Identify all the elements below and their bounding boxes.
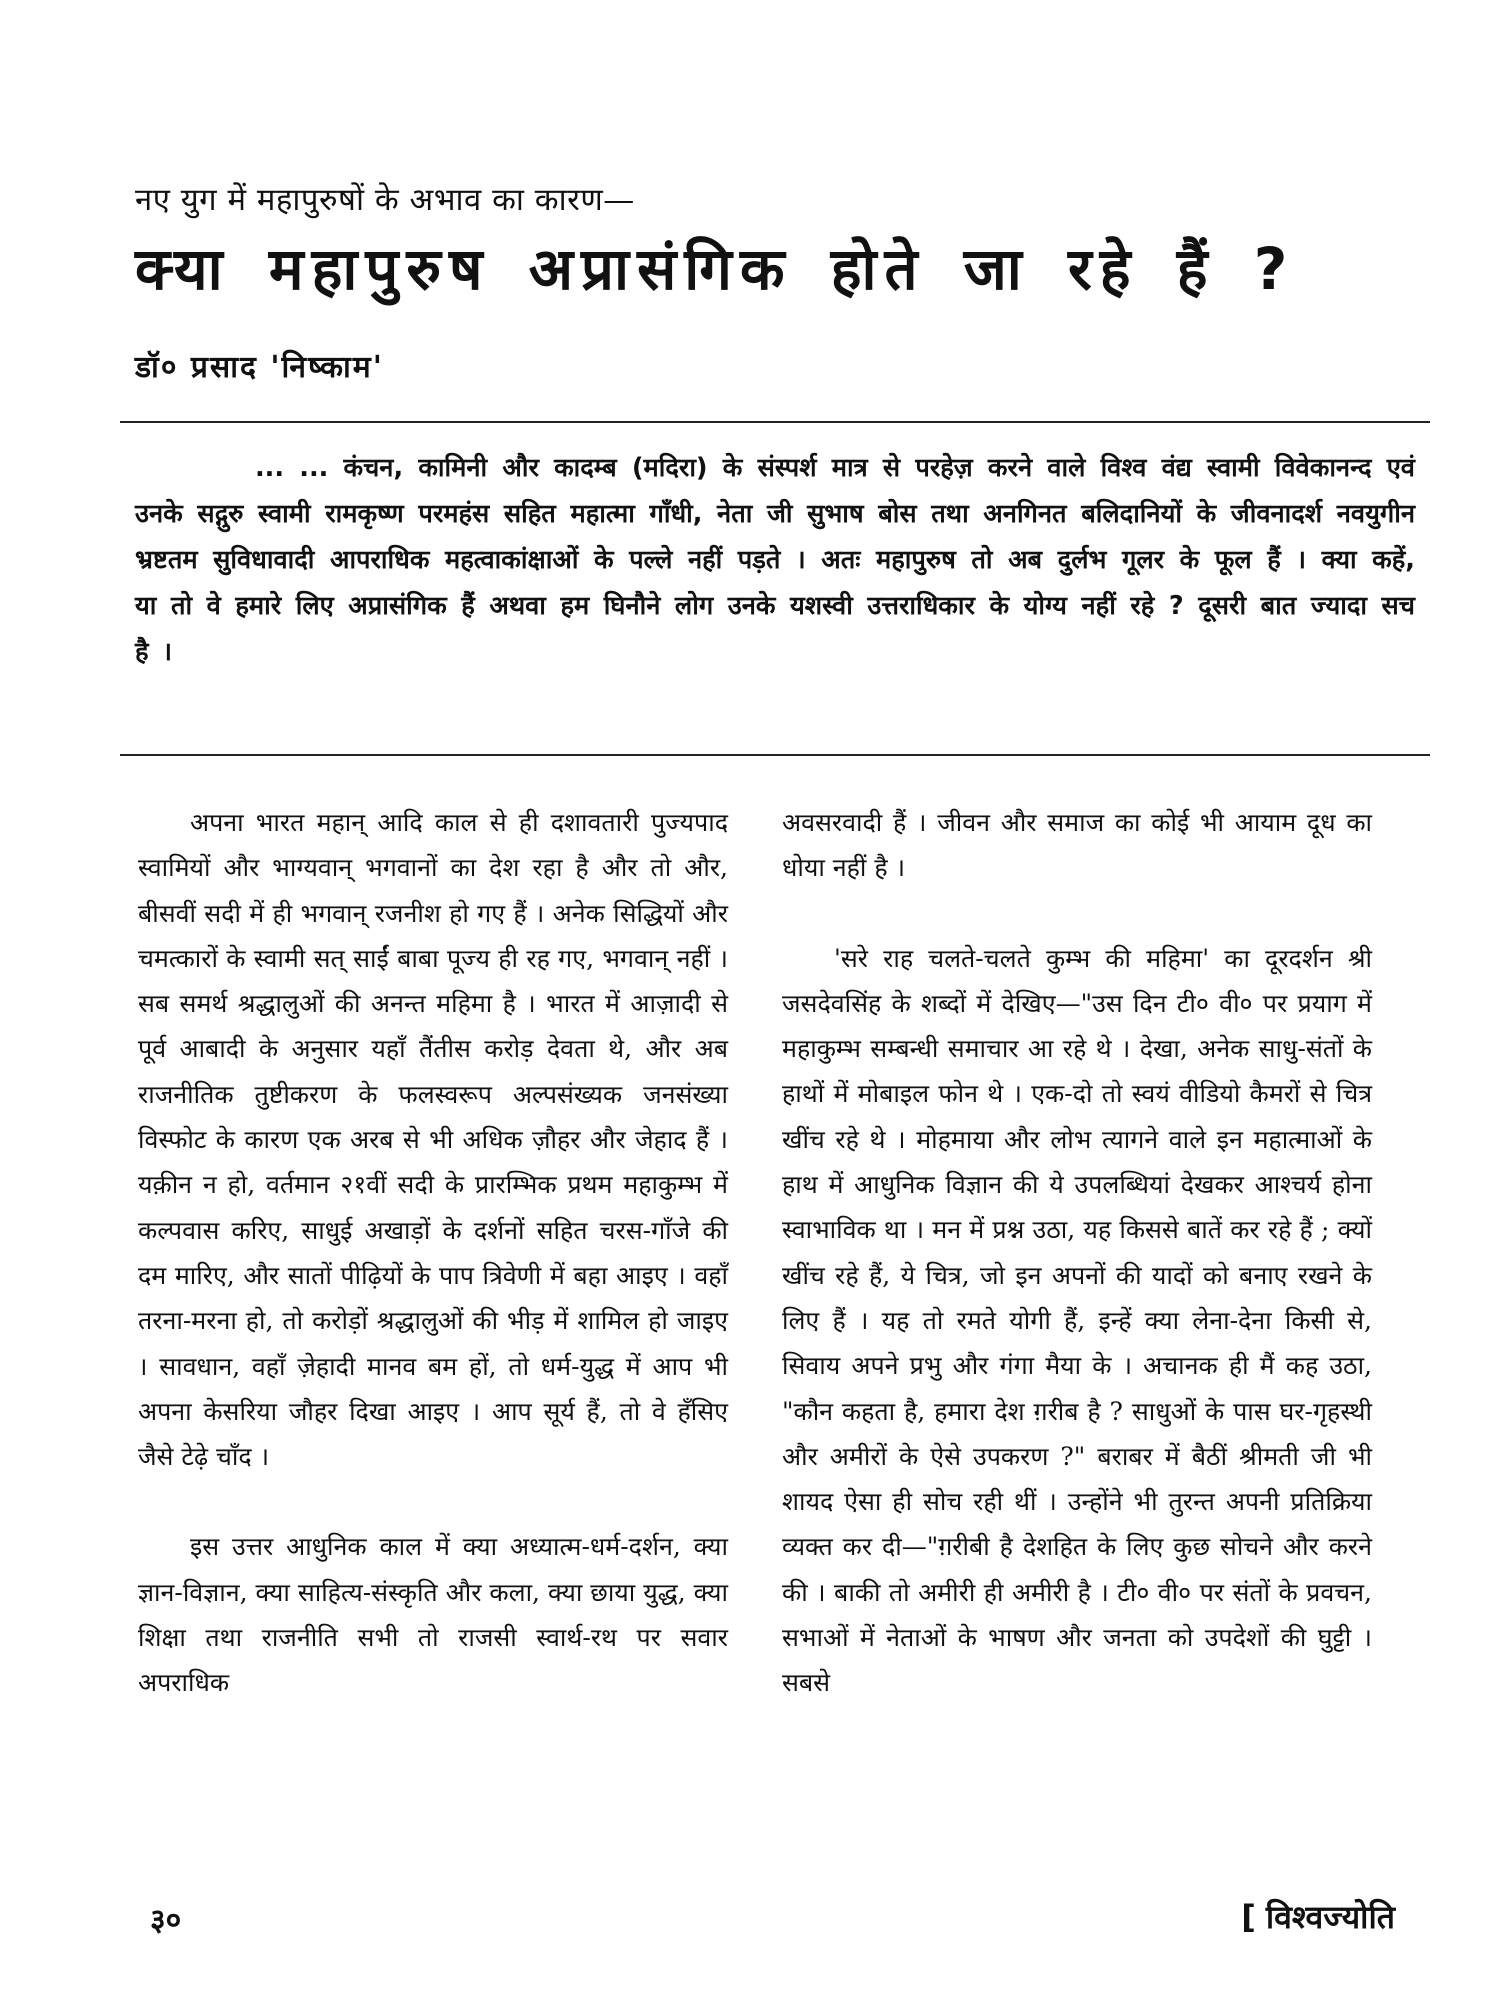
article-author: डॉ० प्रसाद 'निष्काम' — [135, 350, 384, 385]
article-kicker: नए युग में महापुरुषों के अभाव का कारण— — [135, 182, 635, 218]
bottom-divider — [120, 754, 1430, 756]
left-paragraph-2: इस उत्तर आधुनिक काल में क्या अध्यात्म-धर्म-दर्शन, क्या ज्ञान-विज्ञान, क्या साहित्य-संस्कृति और कला, क्या छाया युद्ध, क्या शिक्षा तथा राजनीति सभी तो राजसी स्वार्थ-रथ पर सवार अपराधिक — [138, 1532, 728, 1698]
page-number: ३० — [150, 1903, 182, 1938]
footer-bracket: [ — [1241, 1898, 1256, 1936]
right-paragraph-1: अवसरवादी हैं । जीवन और समाज का कोई भी आयाम दूध का धोया नहीं है । — [782, 808, 1372, 883]
left-column — [138, 800, 728, 1706]
right-column — [782, 800, 1372, 1706]
article-abstract: ... ... कंचन, कामिनी और कादम्ब (मदिरा) के संस्पर्श मात्र से परहेज़ करने वाले विश्व वंद्य स्वामी विवेकानन्द एवं उनके सद्गुरु स्वामी रामकृष्ण परमहंस सहित महात्मा गाँधी, नेता जी सुभाष बोस तथा अनगिनत बलिदानियों के जीवनादर्श नवयुगीन भ्रष्टतम सुविधावादी आपराधिक महत्वाकांक्षाओं के पल्ले नहीं पड़ते । अतः महापुरुष तो अब दुर्लभ गूलर के फूल हैं । क्या कहें, या तो वे हमारे लिए अप्रासंगिक हैं अथवा हम घिनौने लोग उनके यशस्वी उत्तराधिकार के योग्य नहीं रहे ? दूसरी बात ज्यादा सच है । — [135, 453, 1415, 667]
magazine-name: विश्वज्योति — [1265, 1898, 1395, 1936]
article-title: क्या महापुरुष अप्रासंगिक होते जा रहे हैं ? — [135, 235, 1296, 303]
left-paragraph-1: अपना भारत महान् आदि काल से ही दशावतारी पुज्यपाद स्वामियों और भाग्यवान् भगवानों का देश रहा है और तो और, बीसवीं सदी में ही भगवान् रजनीश हो गए हैं । अनेक सिद्धियों और चमत्कारों के स्वामी सत् साईं बाबा पूज्य ही रह गए, भगवान् नहीं । सब समर्थ श्रद्धालुओं की अनन्त महिमा है । भारत में आज़ादी से पूर्व आबादी के अनुसार यहाँ तैंतीस करोड़ देवता थे, और अब राजनीतिक तुष्टीकरण के फलस्वरूप अल्पसंख्यक जनसंख्या विस्फोट के कारण एक अरब से भी अधिक ज़ौहर और जेहाद हैं । यक़ीन न हो, वर्तमान २१वीं सदी के प्रारम्भिक प्रथम महाकुम्भ में कल्पवास करिए, साधुई अखाड़ों के दर्शनों सहित चरस-गाँजे की दम मारिए, और सातों पीढ़ियों के पाप त्रिवेणी में बहा आइए । वहाँ तरना-मरना हो, तो करोड़ों श्रद्धालुओं की भीड़ में शामिल हो जाइए । सावधान, वहाँ ज़ेहादी मानव बम हों, तो धर्म-युद्ध में आप भी अपना केसरिया जौहर दिखा आइए । आप सूर्य हैं, तो वे हँसिए जैसे टेढ़े चाँद । — [138, 808, 728, 1472]
top-divider — [120, 421, 1430, 423]
right-paragraph-2: 'सरे राह चलते-चलते कुम्भ की महिमा' का दूरदर्शन श्री जसदेवसिंह के शब्दों में देखिए—"उस दिन टी० वी० पर प्रयाग में महाकुम्भ सम्बन्धी समाचार आ रहे थे । देखा, अनेक साधु-संतों के हाथों में मोबाइल फोन थे । एक-दो तो स्वयं वीडियो कैमरों से चित्र खींच रहे थे । मोहमाया और लोभ त्यागने वाले इन महात्माओं के हाथ में आधुनिक विज्ञान की ये उपलब्धियां देखकर आश्चर्य होना स्वाभाविक था । मन में प्रश्न उठा, यह किससे बातें कर रहे हैं ; क्यों खींच रहे हैं, ये चित्र, जो इन अपनों की यादों को बनाए रखने के लिए हैं । यह तो रमते योगी हैं, इन्हें क्या लेना-देना किसी से, सिवाय अपने प्रभु और गंगा मैया के । अचानक ही मैं कह उठा, "कौन कहता है, हमारा देश ग़रीब है ? साधुओं के पास घर-गृहस्थी और अमीरों के ऐसे उपकरण ?" बराबर में बैठीं श्रीमती जी भी शायद ऐसा ही सोच रही थीं । उन्होंने भी तुरन्त अपनी प्रतिक्रिया व्यक्त कर दी—"ग़रीबी है देशहित के लिए कुछ सोचने और करने की । बाकी तो अमीरी ही अमीरी है । टी० वी० पर संतों के प्रवचन, सभाओं में नेताओं के भाषण और जनता को उपदेशों की घुट्टी । सबसे — [782, 943, 1372, 1698]
magazine-footer — [1241, 1895, 1395, 1938]
